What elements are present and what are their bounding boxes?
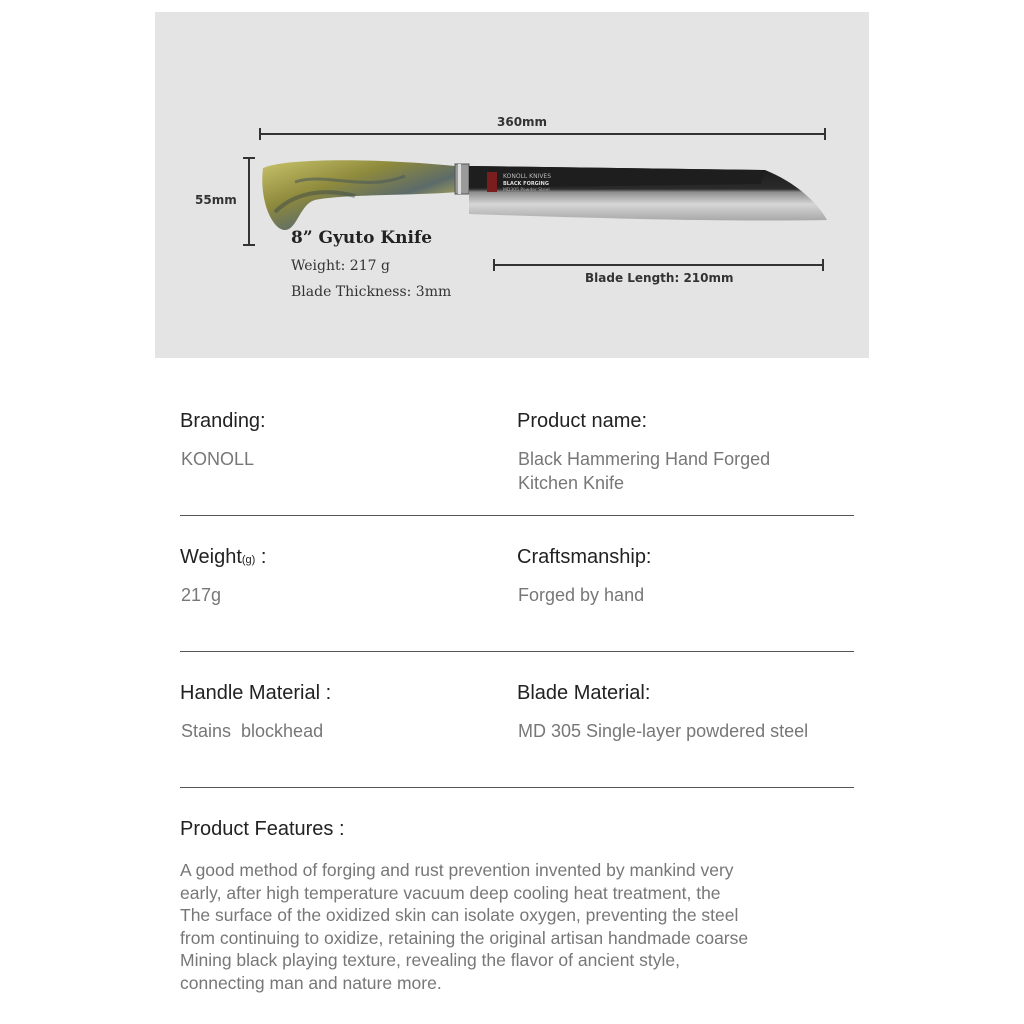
product-features: [180, 818, 870, 994]
spec-row: [180, 380, 854, 516]
spec-grid: [180, 380, 854, 788]
knife-image: [255, 152, 835, 232]
overall-length-cap-left: [259, 128, 261, 140]
height-line: [248, 158, 250, 246]
weight-label-suffix: :: [255, 546, 267, 568]
features-title: Product Features :: [180, 818, 345, 840]
weight-label-text: Weight: [180, 546, 242, 568]
handle-material-value: Stains blockhead: [181, 721, 324, 741]
craftsmanship-cell: [517, 546, 854, 607]
blade-length-label: Blade Length: 210mm: [585, 271, 734, 285]
knife-thickness: Blade Thickness: 3mm: [291, 284, 452, 300]
branding-value: KONOLL: [181, 449, 255, 469]
craftsmanship-label: Craftsmanship:: [517, 546, 652, 568]
blade-logo-seal: [487, 172, 497, 192]
blade-length-cap-left: [493, 259, 495, 271]
blade-sub-mark: BLACK FORGING: [503, 181, 549, 187]
blade-material-cell: [517, 682, 854, 743]
knife-bolster: [455, 164, 469, 194]
overall-length-cap-right: [824, 128, 826, 140]
product-name-cell: [517, 410, 854, 495]
blade-steel-mark: MD305 Powder Steel: [503, 188, 550, 193]
blade-length-cap-right: [822, 259, 824, 271]
overall-length-label: 360mm: [497, 115, 548, 129]
blade-length-line: [494, 264, 824, 266]
knife-handle: [262, 160, 459, 230]
branding-cell: [180, 410, 500, 471]
height-cap-top: [243, 157, 255, 159]
overall-length-line: [260, 133, 826, 135]
blade-material-label: Blade Material:: [517, 682, 651, 704]
height-cap-bottom: [243, 244, 255, 246]
features-text: A good method of forging and rust prevention invented by mankind very early, after high temperature vacuum deep cooling heat treatment, the The surface of the oxidized skin can isolate oxygen, preventing the steel from continuing to oxidize, retaining the original artisan handmade coarse Mining black playing texture, revealing the flavor of ancient style, connecting man and nature more.: [180, 860, 749, 993]
spec-row: [180, 652, 854, 788]
craftsmanship-value: Forged by hand: [518, 585, 645, 605]
handle-material-cell: [180, 682, 500, 743]
knife-weight: Weight: 217 g: [291, 258, 390, 274]
product-name-value: Black Hammering Hand Forged Kitchen Knife: [518, 449, 771, 493]
handle-material-label: Handle Material :: [180, 682, 332, 704]
weight-label: [180, 546, 500, 569]
knife-name: 8” Gyuto Knife: [291, 228, 433, 248]
weight-value: 217g: [181, 585, 222, 605]
weight-label-unit: (g): [241, 554, 256, 566]
product-hero-panel: [155, 12, 869, 358]
spec-row: [180, 516, 854, 652]
height-label: 55mm: [195, 193, 237, 207]
branding-label: Branding:: [180, 410, 266, 432]
blade-material-value: MD 305 Single-layer powdered steel: [518, 721, 809, 741]
product-name-label: Product name:: [517, 410, 648, 432]
weight-cell: [180, 546, 500, 607]
blade-brand-mark: KONOLL KNIVES: [503, 173, 552, 180]
